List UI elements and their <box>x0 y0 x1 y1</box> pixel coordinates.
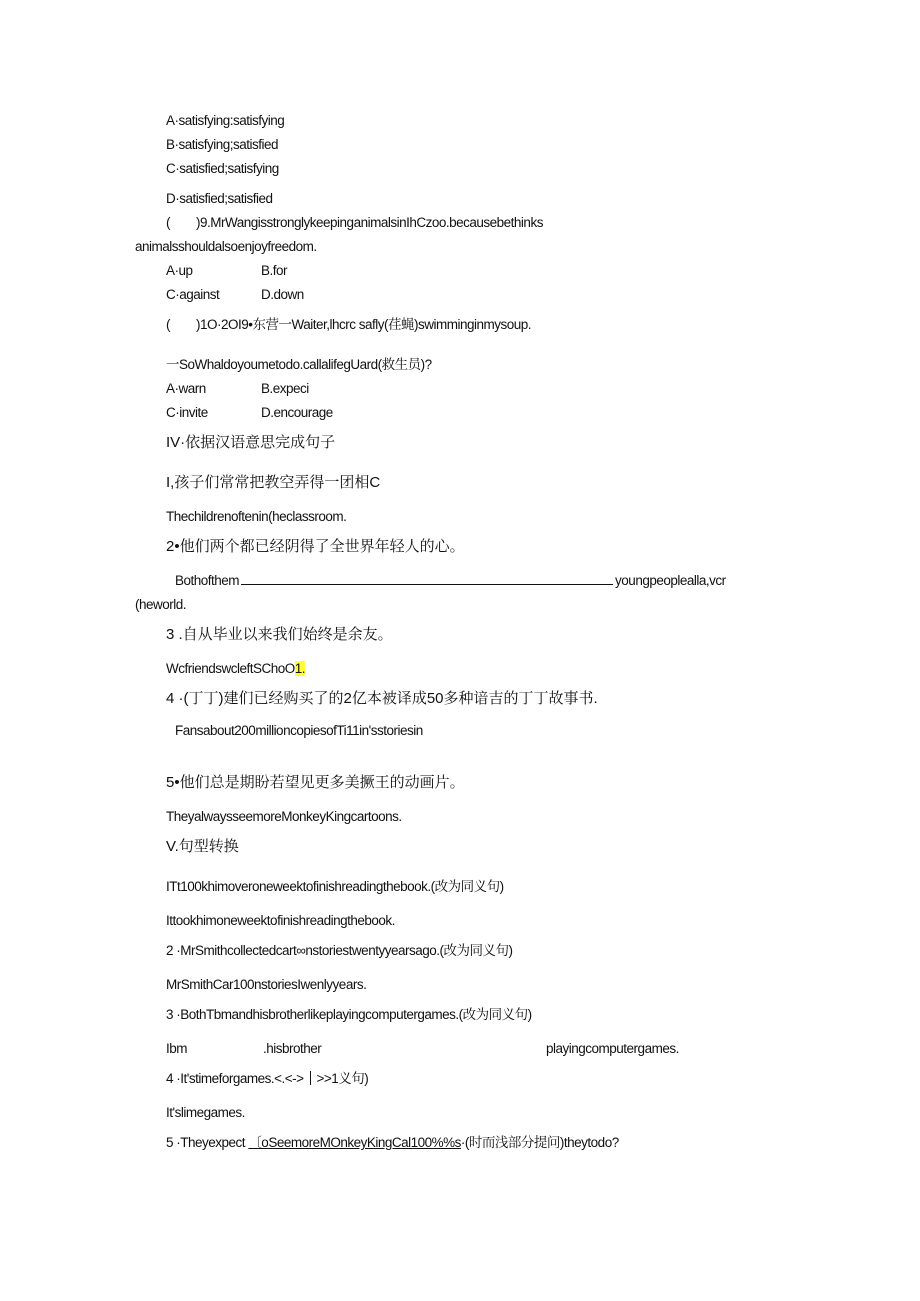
s4-q4-chinese: 4 ·(丁丁)建们已经购买了的2亿本被译成50多种谙吉的丁丁故事书. <box>166 690 598 707</box>
answer-blank <box>241 572 613 585</box>
option-8b: B·satisfying;satisfied <box>166 137 279 152</box>
s5-q5-start: 5 ·Theyexpect <box>166 1135 246 1150</box>
option-10a: A·warn <box>166 381 206 396</box>
section-5-title: V.句型转换 <box>166 838 239 855</box>
option-8d: D·satisfied;satisfied <box>166 191 273 206</box>
s5-a4: It'slimegames. <box>166 1105 245 1120</box>
s4-q2-start: Bothofthem <box>175 573 240 588</box>
s5-q2: 2 ·MrSmithcollectedcart∞nstoriestwentyyearsago.(改为同义句) <box>166 943 513 958</box>
s4-q5-chinese: 5•他们总是期盼若望见更多美撅王的动画片。 <box>166 774 465 791</box>
s4-q1-english: Thechildrenoftenin(heclassroom. <box>166 509 347 524</box>
option-10c: C·invite <box>166 405 208 420</box>
option-9a: A·up <box>166 263 193 278</box>
s4-q4-english: Fansabout200millioncopiesofTi11in'sstoriesin <box>175 723 423 738</box>
s4-q3-chinese: 3 .自从毕业以来我们始终是余友。 <box>166 626 393 643</box>
s4-q2-english <box>175 572 726 590</box>
s4-q2-chinese: 2•他们两个都已经阴得了全世界年轻人的心。 <box>166 538 465 555</box>
s4-q3-english <box>166 660 305 678</box>
question-10-text: )1O·2OI9•东营一Waiter,lhcrc safly(荏蝇)swimminginmysoup. <box>196 317 532 332</box>
option-10d: D.encourage <box>261 405 333 420</box>
s5-q5-rest: ·(时而浅部分提问)theytodo? <box>460 1135 619 1150</box>
s5-q5-underlined: 〔oSeemoreMOnkeyKingCal100%%s <box>248 1135 461 1150</box>
s5-q4 <box>166 1070 368 1088</box>
s4-q2-english-line2: (heworld. <box>135 597 187 612</box>
s4-q2-end: youngpeoplealla,vcr <box>615 573 726 588</box>
s5-q3: 3 ·BothTbmandhisbrotherlikeplayingcomputergames.(改为同义句) <box>166 1007 532 1022</box>
question-9 <box>166 214 543 232</box>
question-10 <box>166 316 531 334</box>
option-8a: A·satisfying:satisfying <box>166 113 285 128</box>
s4-q3-text: WcfriendswcleftSChoO <box>166 661 295 676</box>
section-4-title: IV·依据汉语意思完成句子 <box>166 434 336 451</box>
s5-q5 <box>166 1134 619 1152</box>
s4-q5-english: TheyalwaysseemoreMonkeyKingcartoons. <box>166 809 402 824</box>
s5-a3-part3: playingcomputergames. <box>546 1041 679 1056</box>
option-10b: B.expeci <box>261 381 309 396</box>
s5-a2: MrSmithCar100nstoriesIwenlyyears. <box>166 977 367 992</box>
option-8c: C·satisfied;satisfying <box>166 161 279 176</box>
option-9d: D.down <box>261 287 304 302</box>
s5-q1: ITt100khimoveroneweektofinishreadingthebook.(改为同义句) <box>166 879 504 894</box>
s5-a3-part1: Ibm <box>166 1041 188 1056</box>
highlight-mark: 1. <box>294 661 306 676</box>
s5-a1: Ittookhimoneweektofinishreadingthebook. <box>166 913 395 928</box>
divider-bar <box>310 1071 311 1085</box>
question-10-line2: 一SoWhaldoyoumetodo.callalifegUard(救生员)? <box>166 357 432 372</box>
question-9-line2: animalsshouldalsoenjoyfreedom. <box>135 239 317 254</box>
answer-paren: ( <box>166 215 170 230</box>
s4-q1-chinese: I,孩子们常常把教空弄得一团相C <box>166 474 381 491</box>
answer-paren: ( <box>166 317 170 332</box>
s5-q4-text: 4 ·It'stimeforgames.<.<-> <box>166 1071 304 1086</box>
s5-q4-tail: >>1义句) <box>316 1071 369 1086</box>
option-9b: B.for <box>261 263 288 278</box>
question-9-text: )9.MrWangisstronglykeepinganimalsinIhCzoo.becausebethinks <box>196 215 543 230</box>
s5-a3-part2: .hisbrother <box>263 1041 322 1056</box>
option-9c: C·against <box>166 287 220 302</box>
